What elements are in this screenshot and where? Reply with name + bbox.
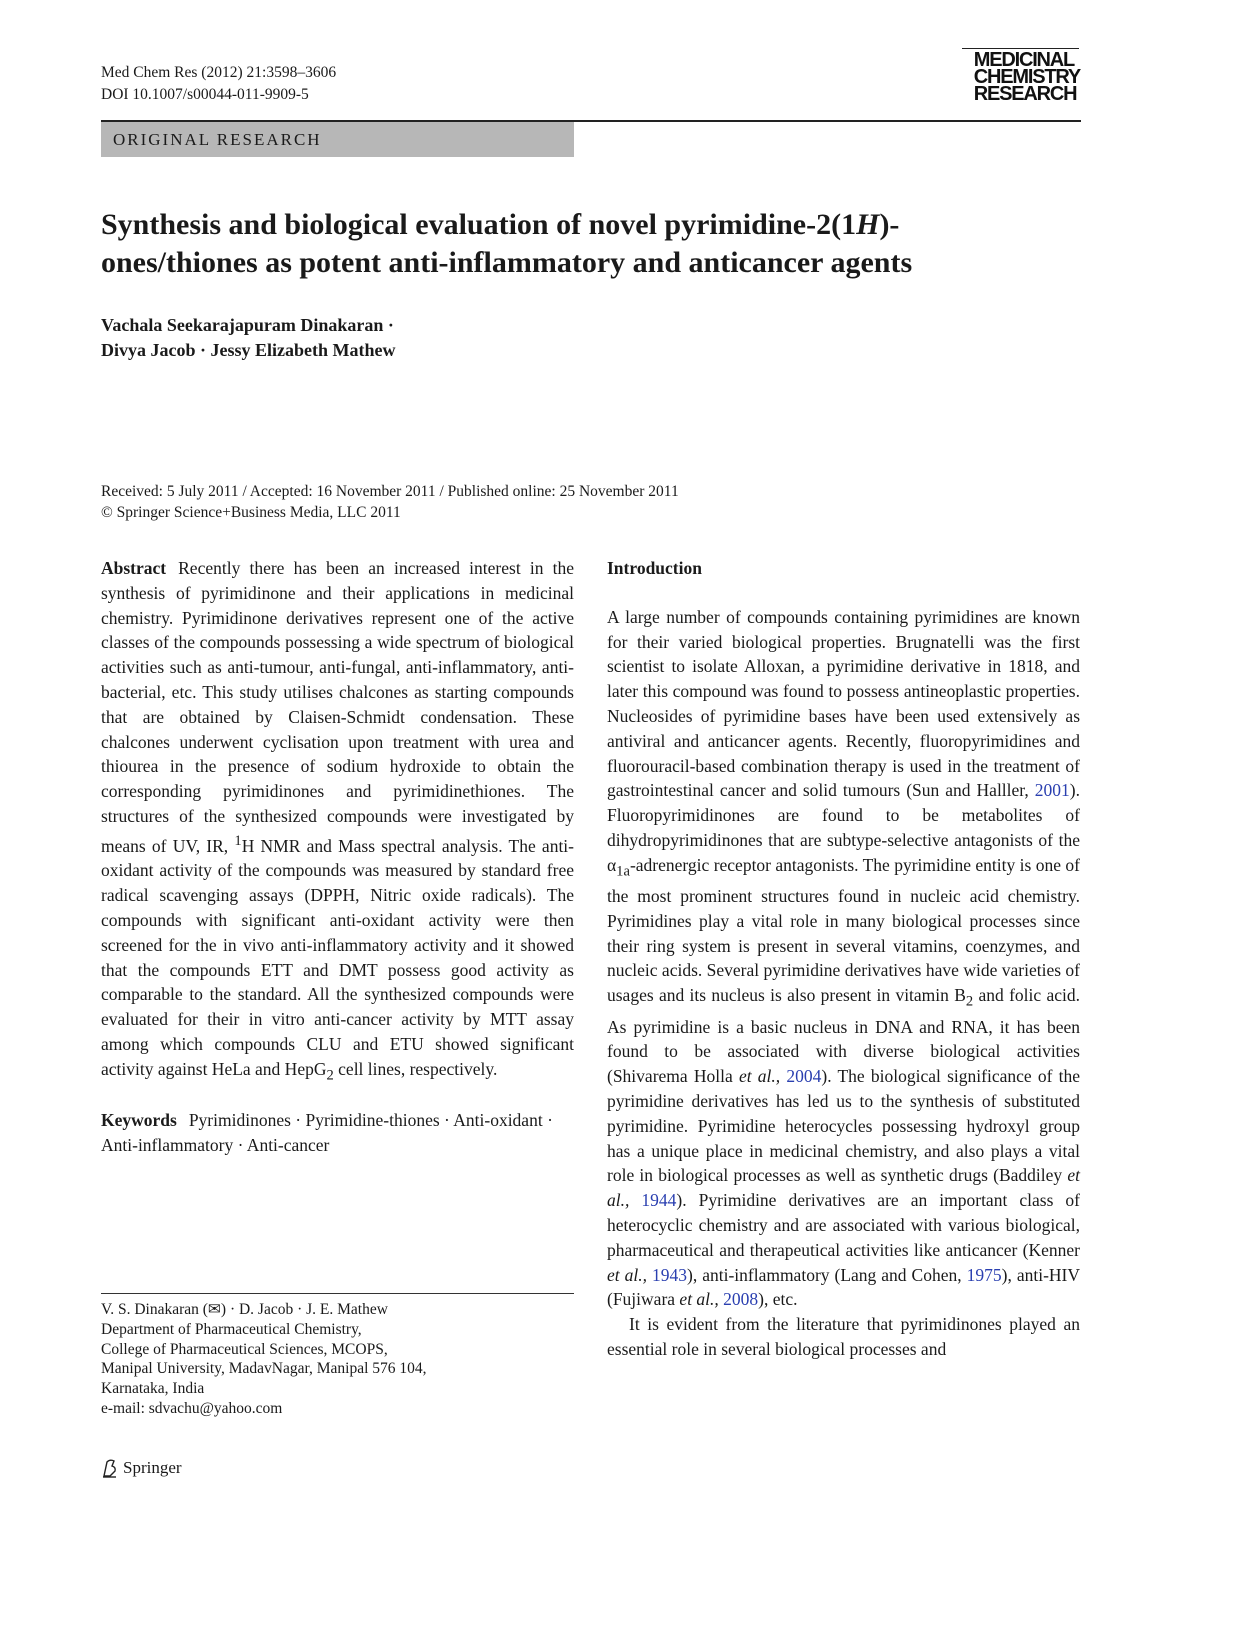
affiliation-line: Manipal University, MadavNagar, Manipal 576 104, bbox=[101, 1360, 427, 1378]
reference-link[interactable]: 2001 bbox=[1034, 780, 1070, 801]
intro-text: ), etc. bbox=[758, 1289, 798, 1310]
article-title bbox=[101, 206, 1061, 282]
abstract-text: Recently there has been an increased interest in the synthesis of pyrimidinone and their applications in medicinal chemistry. Pyrimidinone derivatives represent one of the active classes of the compounds possessing a wide spectrum of biological activities such as anti-tumour, anti-fungal, anti-inflammatory, anti-bacterial, etc. This study utilises chalcones as starting compounds that are obtained by Claisen-Schmidt condensation. These chalcones underwent cyclisation upon treatment with urea and thiourea in the presence of sodium hydroxide to obtain the corresponding pyrimidinones and pyrimidinethiones. The structures of the synthesized compounds were investigated by means of UV, IR, bbox=[101, 558, 574, 856]
keywords-text: Pyrimidinones · Pyrimidine-thiones · Anti-oxidant · Anti-inflammatory · Anti-cancer bbox=[101, 1110, 553, 1155]
abstract-text: cell lines, respectively. bbox=[333, 1058, 498, 1079]
introduction-paragraph-2: It is evident from the literature that pyrimidinones played an essential role in several biological processes and bbox=[607, 1314, 1080, 1359]
et-al: et al., bbox=[679, 1289, 719, 1310]
journal-citation: Med Chem Res (2012) 21:3598–3606 bbox=[101, 64, 337, 81]
footnote-text: ) · D. Jacob · J. E. Mathew bbox=[220, 1301, 388, 1318]
doi: DOI 10.1007/s00044-011-9909-5 bbox=[101, 86, 309, 103]
intro-text: A large number of compounds containing pyrimidines are known for their varied biological properties. Brugnatelli was the first scientist to isolate Alloxan, a pyrimidine derivative in 1818, and later this compound was found to possess antineoplastic properties. Nucleosides of pyrimidine bases have been used extensively as antiviral and anticancer agents. Recently, fluoropyrimidines and fluorouracil-based combination therapy is used in the treatment of gastrointestinal cancer and solid tumours (Sun and Halller, bbox=[607, 606, 1080, 801]
intro-text: ), anti-inflammatory (Lang and Cohen, bbox=[687, 1264, 967, 1285]
intro-text: ), anti-HIV (Fujiwara bbox=[607, 1264, 1080, 1310]
publication-history bbox=[101, 481, 679, 523]
intro-text: and folic acid. As pyrimidine is a basic nucleus in DNA and RNA, it has been found to be associated with diverse biological activities (Shivarema Holla bbox=[607, 985, 1081, 1087]
subscript: 2 bbox=[965, 993, 974, 1010]
reference-link[interactable]: 2004 bbox=[786, 1066, 822, 1087]
author-line-2: Divya Jacob · Jessy Elizabeth Mathew bbox=[101, 340, 396, 360]
reference-link[interactable]: 1975 bbox=[966, 1264, 1002, 1285]
title-part: )- bbox=[879, 208, 900, 241]
superscript: 1 bbox=[234, 832, 242, 849]
subscript: 1a bbox=[616, 863, 630, 880]
envelope-icon: ✉ bbox=[207, 1301, 221, 1318]
intro-text: -adrenergic receptor antagonists. The pyrimidine entity is one of the most prominent structures found in nucleic acid chemistry. Pyrimidines play a vital role in many biological processes since their ring system is present in several vitamins, coenzymes, and nucleic acids. Several pyrimidine derivatives have wide varieties of usages and its nucleus is also present in vitamin B bbox=[607, 854, 1080, 1006]
logo-line-1: MEDICINAL bbox=[973, 49, 1075, 71]
reference-link[interactable]: 1943 bbox=[652, 1264, 687, 1285]
affiliation-footnote bbox=[101, 1300, 427, 1419]
title-italic: H bbox=[856, 208, 880, 241]
logo-line-2: CHEMISTRY bbox=[973, 66, 1080, 88]
email: e-mail: sdvachu@yahoo.com bbox=[101, 1399, 283, 1417]
abstract-text: H NMR and Mass spectral analysis. The anti-oxidant activity of the compounds was measured by standard free radical scavenging assays (DPPH, Nitric oxide radicals). The compounds with significant anti-oxidant activity were then screened for the in vivo anti-inflammatory activity and it showed that the compounds ETT and DMT possess good activity as comparable to the standard. All the synthesized compounds were evaluated for their in vitro anti-cancer activity by MTT assay among which compounds CLU and ETU showed significant activity against HeLa and HepG bbox=[101, 835, 574, 1079]
publisher-name: Springer bbox=[123, 1458, 182, 1477]
publisher-mark bbox=[101, 1458, 182, 1478]
et-al: et al., bbox=[738, 1066, 781, 1087]
footnote-authors bbox=[101, 1300, 427, 1320]
copyright: © Springer Science+Business Media, LLC 2011 bbox=[101, 504, 401, 521]
journal-citation-block bbox=[101, 62, 336, 106]
intro-text: ). Fluoropyrimidinones are found to be metabolites of dihydropyrimidinones that are subtype-selective antagonists of the α bbox=[607, 780, 1080, 875]
reference-link[interactable]: 2008 bbox=[723, 1289, 759, 1310]
keywords-label: Keywords bbox=[101, 1110, 177, 1131]
logo-line-3: RESEARCH bbox=[973, 83, 1077, 105]
right-column bbox=[607, 556, 1080, 1362]
abstract-label: Abstract bbox=[101, 558, 167, 578]
intro-text: ). The biological significance of the pyrimidine derivatives has led us to the synthesis of substituted pyrimidine. Pyrimidine heterocycles possessing hydroxyl group has a unique place in medicinal chemistry, and also plays a vital role in biological processes as well as synthetic drugs (Baddiley bbox=[607, 1066, 1081, 1186]
author-list bbox=[101, 313, 396, 363]
title-line-2: ones/thiones as potent anti-inflammatory and anticancer agents bbox=[101, 246, 913, 279]
introduction-paragraph bbox=[607, 605, 1080, 1312]
history-dates: Received: 5 July 2011 / Accepted: 16 November 2011 / Published online: 25 November 2011 bbox=[101, 483, 679, 500]
intro-text: ). Pyrimidine derivatives are an important class of heterocyclic chemistry and are associated with various biological, pharmaceutical and therapeutical activities like anticancer (Kenner bbox=[607, 1190, 1080, 1260]
title-part: Synthesis and biological evaluation of novel pyrimidine-2(1 bbox=[101, 208, 857, 241]
keywords bbox=[101, 1108, 574, 1158]
reference-link[interactable]: 1944 bbox=[641, 1190, 677, 1211]
springer-horse-icon bbox=[101, 1458, 119, 1478]
footnote-text: V. S. Dinakaran ( bbox=[101, 1301, 208, 1318]
affiliation-line: College of Pharmaceutical Sciences, MCOPS, bbox=[101, 1340, 388, 1358]
affiliation-line: Department of Pharmaceutical Chemistry, bbox=[101, 1320, 362, 1338]
et-al: et al., bbox=[607, 1165, 1080, 1211]
et-al: et al., bbox=[607, 1264, 647, 1285]
subscript: 2 bbox=[326, 1067, 334, 1084]
footnote-rule bbox=[101, 1293, 574, 1294]
affiliation-line: Karnataka, India bbox=[101, 1380, 205, 1398]
left-column bbox=[101, 556, 574, 1158]
section-badge: ORIGINAL RESEARCH bbox=[101, 122, 574, 157]
journal-logo bbox=[973, 49, 1080, 105]
introduction-heading: Introduction bbox=[607, 558, 702, 578]
abstract bbox=[101, 556, 574, 1088]
author-line-1: Vachala Seekarajapuram Dinakaran · bbox=[101, 315, 394, 335]
